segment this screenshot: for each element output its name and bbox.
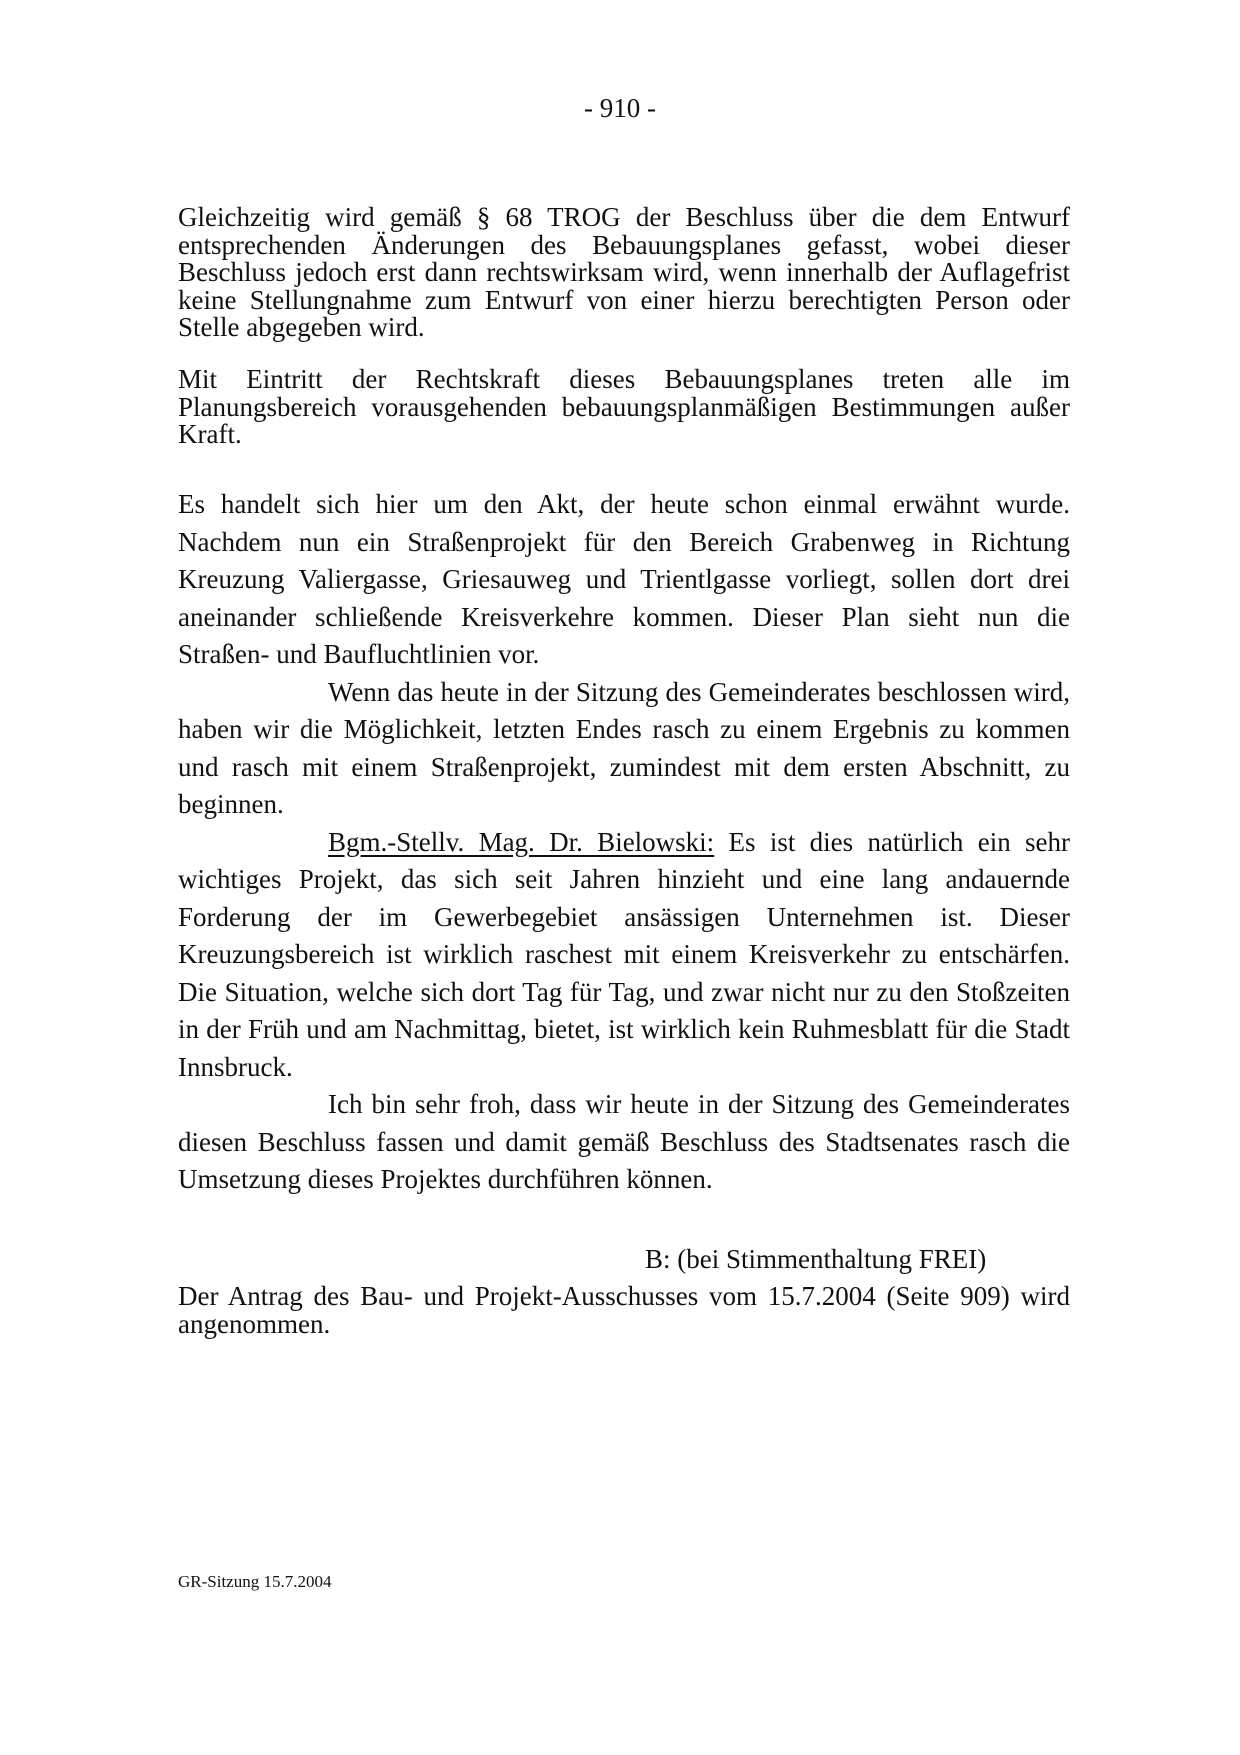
footer-session-date: GR-Sitzung 15.7.2004 — [178, 1572, 332, 1591]
decision-text: Der Antrag des Bau- und Projekt-Ausschusses vom 15.7.2004 (Seite 909) wird angenommen. — [178, 1281, 1070, 1339]
speaker-statement: Es ist dies natürlich ein sehr wichtiges Projekt, das sich seit Jahren hinzieht und eine lang andauernde Forderung der im Gewerbegebiet ansässigen Unternehmen ist. Dieser Kreuzungsbereich ist wirklich raschest mit einem Kreisverkehr zu entschärfen. Die Situation, welche sich dort Tag für Tag, und zwar nicht nur zu den Stoßzeiten in der Früh und am Nachmittag, bietet, ist wirklich kein Ruhmesblatt für die Stadt Innsbruck. — [178, 826, 1070, 1082]
discussion-paragraph-3 — [178, 824, 1070, 1087]
resolution-paragraph-2: Mit Eintritt der Rechtskraft dieses Bebauungsplanes treten alle im Planungsbereich vorausgehenden bebauungsplanmäßigen Bestimmungen außer Kraft. — [178, 364, 1070, 449]
decision-label: B: (bei Stimmenthaltung FREI) — [645, 1244, 987, 1274]
page-number: - 910 - — [584, 93, 656, 123]
speaker-name: Bgm.-Stellv. Mag. Dr. Bielowski: — [328, 826, 715, 857]
resolution-paragraph-1: Gleichzeitig wird gemäß § 68 TROG der Beschluss über die dem Entwurf entsprechenden Änderungen des Bebauungsplanes gefasst, wobei dieser Beschluss jedoch erst dann rechtswirksam wird, wenn innerhalb der Auflagefrist keine Stellungnahme zum Entwurf von einer hierzu berechtigten Person oder Stelle abgegeben wird. — [178, 202, 1070, 342]
discussion-section — [178, 486, 1070, 1199]
discussion-paragraph-2: Wenn das heute in der Sitzung des Gemeinderates beschlossen wird, haben wir die Möglichkeit, letzten Endes rasch zu einem Ergebnis zu kommen und rasch mit einem Straßenprojekt, zumindest mit dem ersten Abschnitt, zu beginnen. — [178, 676, 1070, 819]
discussion-paragraph-1: Es handelt sich hier um den Akt, der heute schon einmal erwähnt wurde. Nachdem nun ein Straßenprojekt für den Bereich Grabenweg in Richtung Kreuzung Valiergasse, Griesauweg und Trientlgasse vorliegt, sollen dort drei aneinander schließende Kreisverkehre kommen. Dieser Plan sieht nun die Straßen- und Baufluchtlinien vor. — [178, 489, 1070, 669]
discussion-paragraph-4: Ich bin sehr froh, dass wir heute in der Sitzung des Gemeinderates diesen Beschluss fassen und damit gemäß Beschluss des Stadtsenates rasch die Umsetzung dieses Projektes durchführen können. — [178, 1089, 1070, 1194]
